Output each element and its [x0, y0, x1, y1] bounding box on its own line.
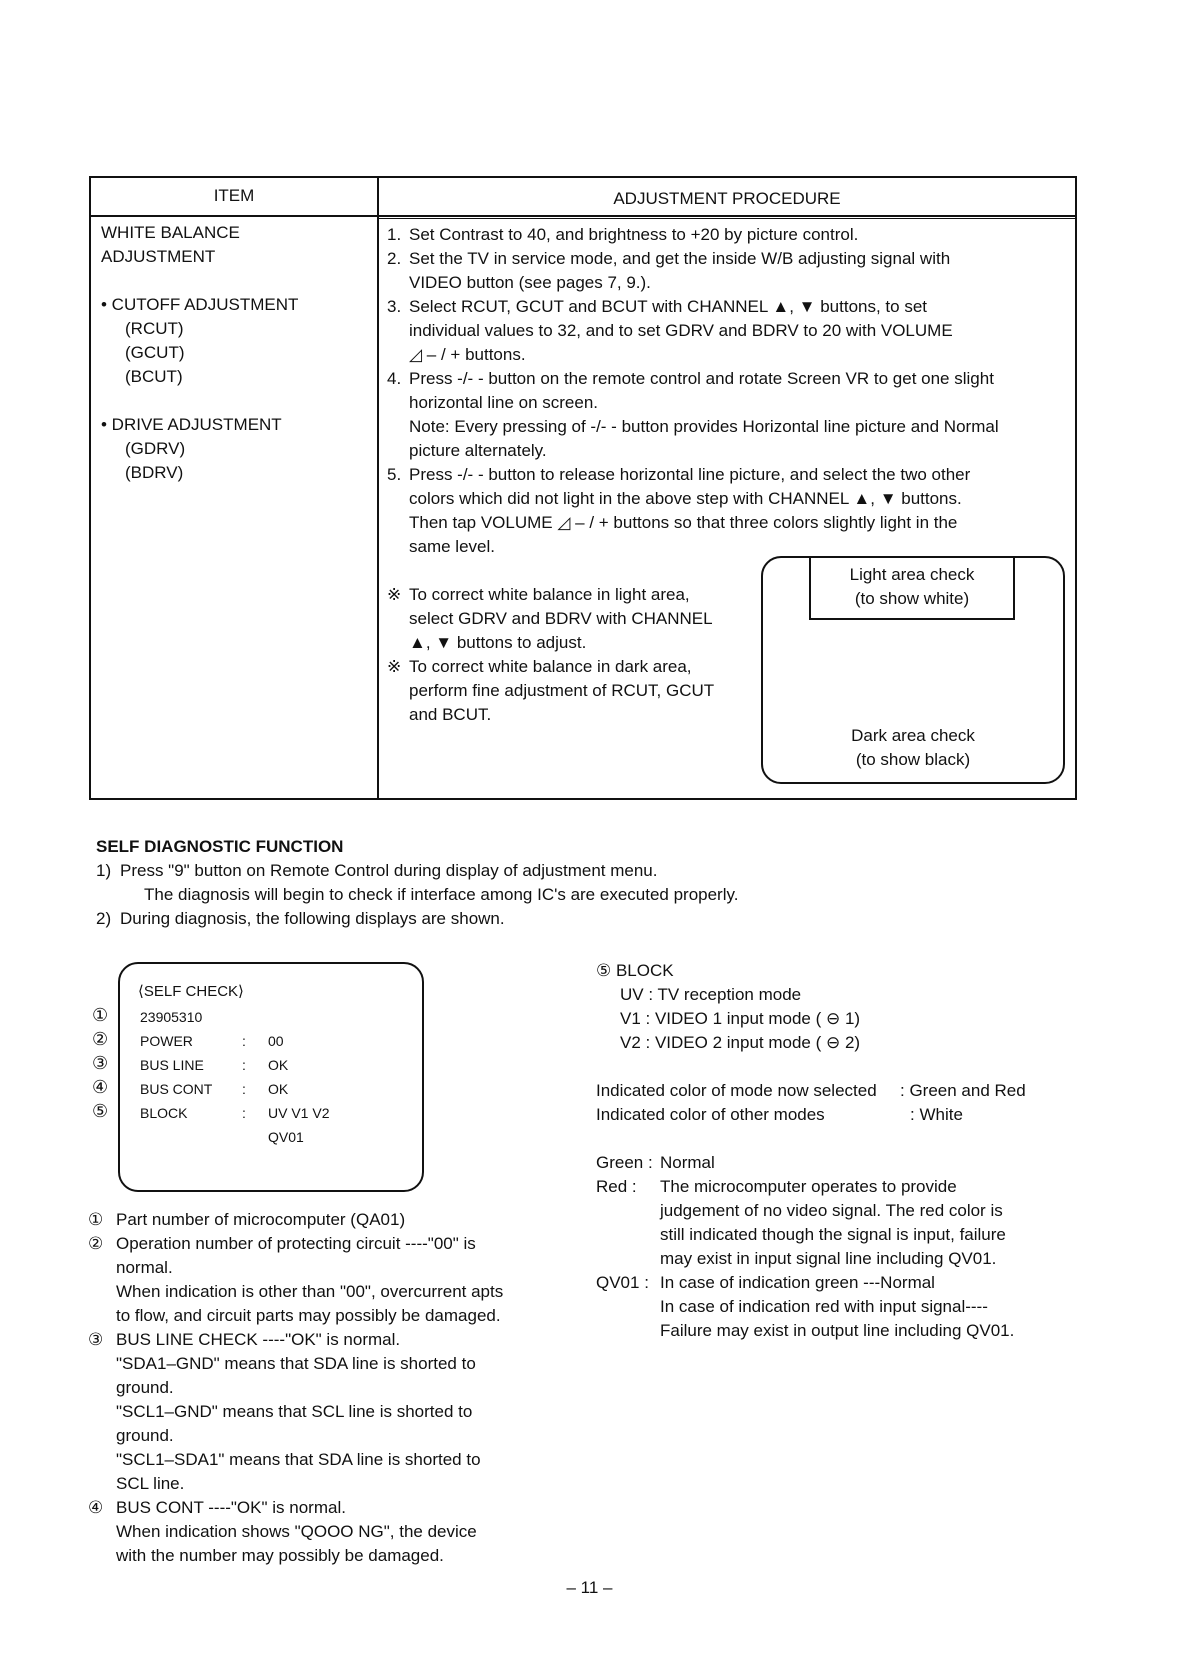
step-text: same level.	[409, 537, 495, 556]
note-text: "SCL1–GND" means that SCL line is shorted to	[116, 1402, 473, 1421]
note-text: SCL line.	[116, 1474, 185, 1493]
item-column-header: ITEM	[213, 186, 255, 205]
item-line: ADJUSTMENT	[101, 247, 216, 266]
header-rule-inner	[379, 218, 1075, 219]
note-mark: ※	[387, 585, 402, 604]
qv01-text: In case of indication red with input signal----	[660, 1297, 988, 1316]
dark-check-line: (to show black)	[855, 750, 971, 769]
green-label: Green :	[596, 1153, 653, 1172]
step-text: Press -/- - button to release horizontal line picture, and select the two other	[409, 465, 971, 484]
block-mode: UV : TV reception mode	[620, 985, 802, 1004]
step-text: colors which did not light in the above step with CHANNEL ▲, ▼ buttons.	[409, 489, 962, 508]
adjustment-table	[89, 176, 1077, 800]
note-text: select GDRV and BDRV with CHANNEL	[409, 609, 713, 628]
self-check-colon: :	[242, 1033, 246, 1049]
note-mark: ※	[387, 657, 402, 676]
step-text: Then tap VOLUME ◿ – / + buttons so that three colors slightly light in the	[409, 513, 958, 532]
self-check-label: BUS CONT	[140, 1081, 213, 1097]
qv01-label: QV01 :	[596, 1273, 649, 1292]
self-check-value: UV V1 V2	[268, 1105, 330, 1121]
step-number: 2.	[387, 249, 402, 268]
step-number: 1.	[387, 225, 402, 244]
note-text: perform fine adjustment of RCUT, GCUT	[409, 681, 715, 700]
note-text: Part number of microcomputer (QA01)	[116, 1210, 406, 1229]
item-line: • CUTOFF ADJUSTMENT	[101, 295, 299, 314]
dark-check-line: Dark area check	[851, 726, 975, 745]
item-line: (GDRV)	[125, 439, 186, 458]
diag-text: Press "9" button on Remote Control during display of adjustment menu.	[120, 861, 658, 880]
block-mode: V2 : VIDEO 2 input mode ( ⊖ 2)	[620, 1033, 861, 1052]
red-text: The microcomputer operates to provide	[660, 1177, 957, 1196]
step-text: Set Contrast to 40, and brightness to +20 by picture control.	[409, 225, 859, 244]
self-check-value: OK	[268, 1081, 289, 1097]
block-heading: ⑤ BLOCK	[596, 961, 674, 980]
self-check-value: QV01	[268, 1129, 304, 1145]
note-text: "SDA1–GND" means that SDA line is shorted to	[116, 1354, 476, 1373]
step-text: Note: Every pressing of -/- - button provides Horizontal line picture and Normal	[409, 417, 999, 436]
item-line: WHITE BALANCE	[101, 223, 240, 242]
note-text: with the number may possibly be damaged.	[116, 1546, 444, 1565]
step-number: 4.	[387, 369, 402, 388]
circled-number: ③	[92, 1053, 109, 1073]
diag-text: During diagnosis, the following displays are shown.	[120, 909, 505, 928]
note-text: to flow, and circuit parts may possibly be damaged.	[116, 1306, 501, 1325]
color-value: : White	[910, 1105, 963, 1124]
red-text: may exist in input signal line including QV01.	[660, 1249, 997, 1268]
step-number: 5.	[387, 465, 402, 484]
self-check-label: BLOCK	[140, 1105, 188, 1121]
step-number: 3.	[387, 297, 402, 316]
red-text: judgement of no video signal. The red color is	[660, 1201, 1003, 1220]
item-line: (GCUT)	[125, 343, 185, 362]
self-check-colon: :	[242, 1081, 246, 1097]
step-text: Press -/- - button on the remote control and rotate Screen VR to get one slight	[409, 369, 994, 388]
note-text: ground.	[116, 1426, 174, 1445]
note-text: When indication shows "QOOO NG", the device	[116, 1522, 477, 1541]
page-number: – 11 –	[566, 1578, 613, 1597]
note-text: "SCL1–SDA1" means that SDA line is shorted to	[116, 1450, 481, 1469]
light-check-line: (to show white)	[854, 589, 970, 608]
note-text: BUS CONT ----"OK" is normal.	[116, 1498, 346, 1517]
section-title: SELF DIAGNOSTIC FUNCTION	[96, 837, 344, 856]
note-mark: ③	[88, 1330, 104, 1349]
circled-number: ②	[92, 1029, 109, 1049]
note-text: and BCUT.	[409, 705, 492, 724]
item-line: (RCUT)	[125, 319, 184, 338]
item-line: (BCUT)	[125, 367, 183, 386]
note-text: BUS LINE CHECK ----"OK" is normal.	[116, 1330, 401, 1349]
note-text: normal.	[116, 1258, 173, 1277]
item-line: (BDRV)	[125, 463, 184, 482]
column-divider	[377, 178, 379, 798]
self-check-label: POWER	[140, 1033, 193, 1049]
circled-number: ①	[92, 1005, 109, 1025]
red-text: still indicated though the signal is input, failure	[660, 1225, 1006, 1244]
step-text: Select RCUT, GCUT and BCUT with CHANNEL ▲, ▼ buttons, to set	[409, 297, 928, 316]
green-text: Normal	[660, 1153, 715, 1172]
self-check-title: ⟨SELF CHECK⟩	[138, 983, 244, 1000]
diag-num: 1)	[96, 861, 112, 880]
self-check-display	[118, 962, 424, 1192]
note-text: ground.	[116, 1378, 174, 1397]
note-text: When indication is other than "00", overcurrent apts	[116, 1282, 504, 1301]
procedure-column-header: ADJUSTMENT PROCEDURE	[613, 189, 841, 208]
light-check-line: Light area check	[849, 565, 975, 584]
light-area-check-box	[809, 556, 1015, 620]
step-text: VIDEO button (see pages 7, 9.).	[409, 273, 651, 292]
color-label: Indicated color of mode now selected	[596, 1081, 877, 1100]
qv01-text: In case of indication green ---Normal	[660, 1273, 935, 1292]
step-text: horizontal line on screen.	[409, 393, 599, 412]
note-text: To correct white balance in dark area,	[409, 657, 692, 676]
circled-number: ⑤	[92, 1101, 109, 1121]
step-text: picture alternately.	[409, 441, 547, 460]
note-text: Operation number of protecting circuit ----"00" is	[116, 1234, 476, 1253]
color-label: Indicated color of other modes	[596, 1105, 825, 1124]
step-text: ◿ – / + buttons.	[409, 345, 526, 364]
self-check-colon: :	[242, 1105, 246, 1121]
note-text: To correct white balance in light area,	[409, 585, 690, 604]
note-mark: ②	[88, 1234, 104, 1253]
diag-num: 2)	[96, 909, 112, 928]
qv01-text: Failure may exist in output line including QV01.	[660, 1321, 1015, 1340]
step-text: individual values to 32, and to set GDRV and BDRV to 20 with VOLUME	[409, 321, 953, 340]
note-text: ▲, ▼ buttons to adjust.	[409, 633, 587, 652]
note-mark: ④	[88, 1498, 104, 1517]
step-text: Set the TV in service mode, and get the inside W/B adjusting signal with	[409, 249, 951, 268]
block-mode: V1 : VIDEO 1 input mode ( ⊖ 1)	[620, 1009, 861, 1028]
self-check-label: 23905310	[140, 1009, 203, 1025]
note-mark: ①	[88, 1210, 104, 1229]
color-value: : Green and Red	[900, 1081, 1026, 1100]
circled-number: ④	[92, 1077, 109, 1097]
self-check-colon: :	[242, 1057, 246, 1073]
self-check-value: 00	[268, 1033, 284, 1049]
self-check-label: BUS LINE	[140, 1057, 204, 1073]
self-check-value: OK	[268, 1057, 289, 1073]
diag-text: The diagnosis will begin to check if interface among IC's are executed properly.	[144, 885, 739, 904]
item-line: • DRIVE ADJUSTMENT	[101, 415, 282, 434]
red-label: Red :	[596, 1177, 637, 1196]
dark-area-check-label	[761, 724, 1065, 772]
header-rule	[91, 215, 1075, 217]
